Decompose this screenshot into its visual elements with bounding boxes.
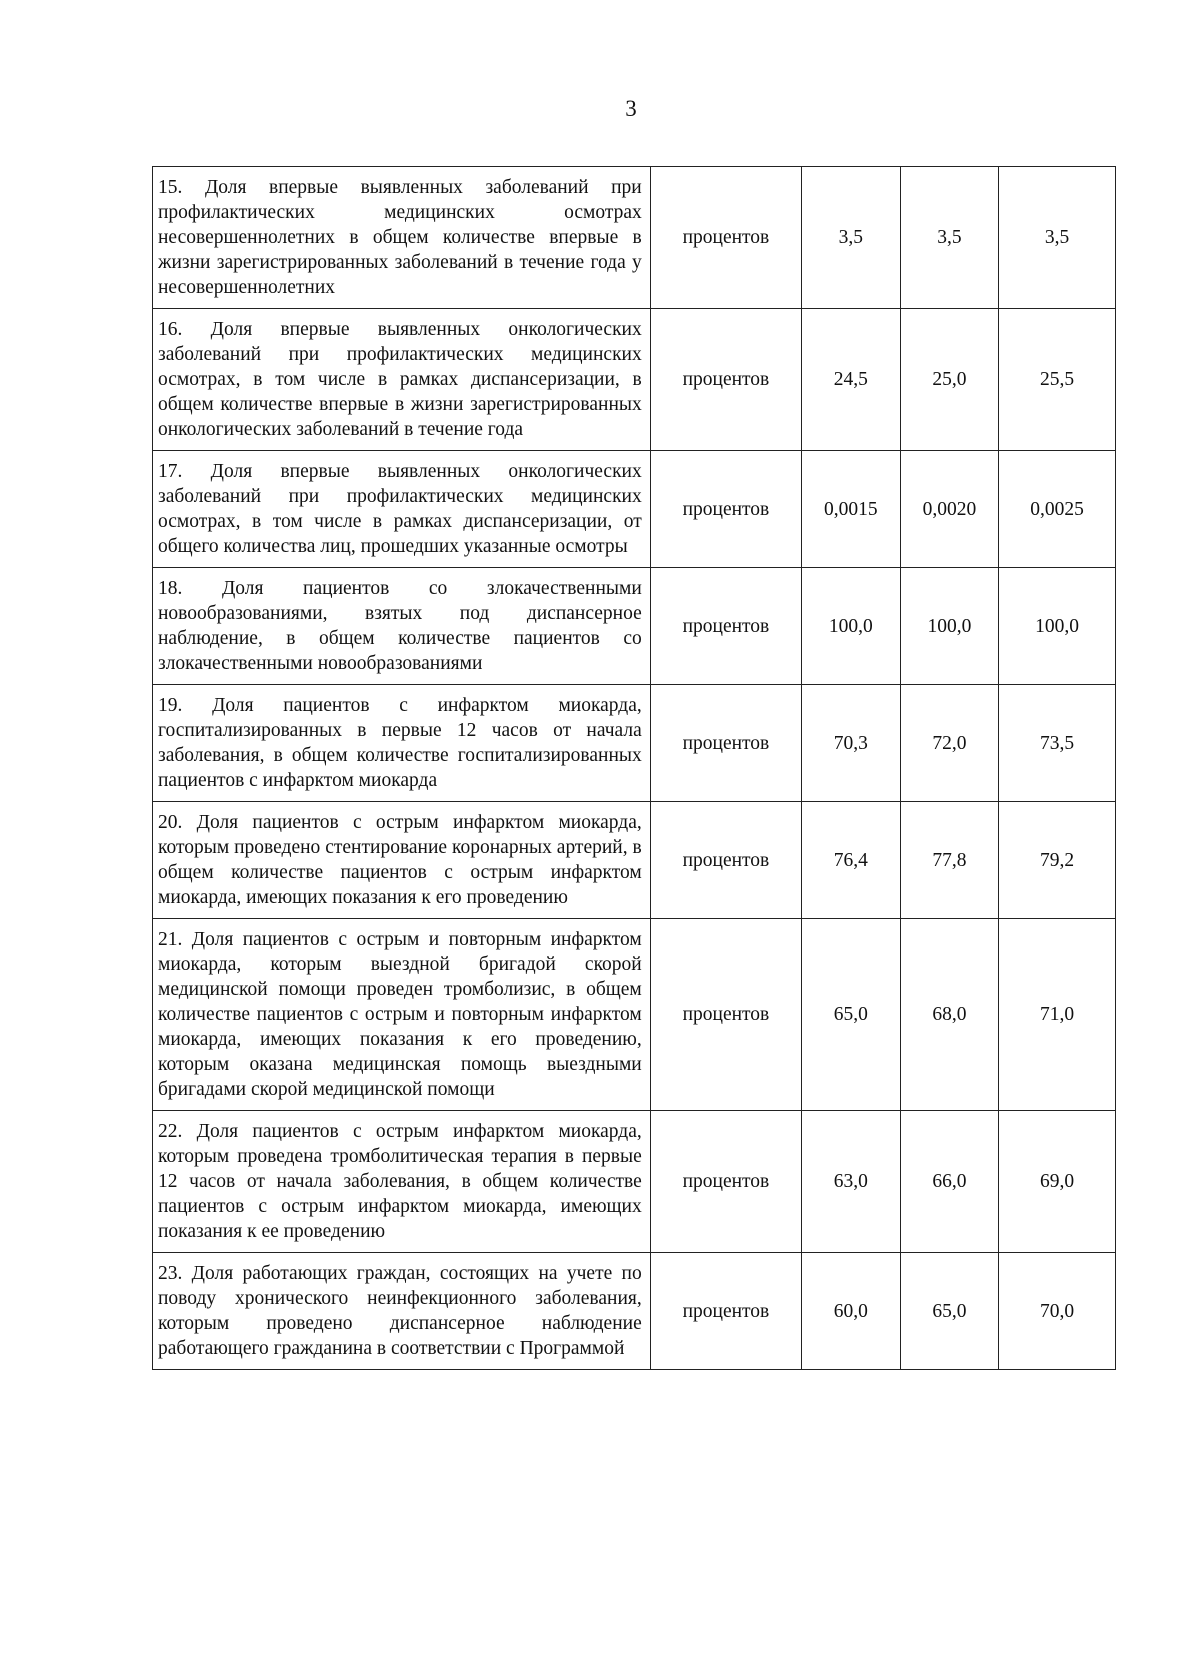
indicator-unit: процентов xyxy=(650,1111,801,1253)
table-row xyxy=(153,1111,1116,1253)
indicator-value-year-1: 63,0 xyxy=(802,1111,901,1253)
table-row xyxy=(153,309,1116,451)
table-row xyxy=(153,919,1116,1111)
indicator-unit: процентов xyxy=(650,451,801,568)
indicator-value-year-2: 25,0 xyxy=(900,309,999,451)
indicator-value-year-2: 68,0 xyxy=(900,919,999,1111)
indicator-value-year-1: 3,5 xyxy=(802,167,901,309)
indicator-unit: процентов xyxy=(650,1253,801,1370)
indicator-value-year-3: 69,0 xyxy=(999,1111,1116,1253)
indicator-description: 19. Доля пациентов с инфарктом миокарда, госпитализированных в первые 12 часов от начала заболевания, в общем количестве госпитализированных пациентов с инфарктом миокарда xyxy=(153,685,651,802)
indicator-value-year-3: 3,5 xyxy=(999,167,1116,309)
indicator-unit: процентов xyxy=(650,167,801,309)
indicator-description: 20. Доля пациентов с острым инфарктом миокарда, которым проведено стентирование коронарных артерий, в общем количестве пациентов с острым инфарктом миокарда, имеющих показания к его проведению xyxy=(153,802,651,919)
indicator-value-year-2: 66,0 xyxy=(900,1111,999,1253)
indicator-value-year-1: 60,0 xyxy=(802,1253,901,1370)
indicator-description: 22. Доля пациентов с острым инфарктом миокарда, которым проведена тромболитическая терапия в первые 12 часов от начала заболевания, в общем количестве пациентов с острым инфарктом миокарда, имеющих показания к ее проведению xyxy=(153,1111,651,1253)
page-number: 3 xyxy=(625,96,637,121)
indicator-value-year-1: 0,0015 xyxy=(802,451,901,568)
indicator-value-year-1: 76,4 xyxy=(802,802,901,919)
indicator-unit: процентов xyxy=(650,685,801,802)
indicator-value-year-1: 65,0 xyxy=(802,919,901,1111)
indicator-value-year-3: 73,5 xyxy=(999,685,1116,802)
indicator-unit: процентов xyxy=(650,309,801,451)
indicator-value-year-3: 71,0 xyxy=(999,919,1116,1111)
indicator-value-year-1: 70,3 xyxy=(802,685,901,802)
indicator-unit: процентов xyxy=(650,568,801,685)
indicator-value-year-1: 24,5 xyxy=(802,309,901,451)
indicator-value-year-2: 100,0 xyxy=(900,568,999,685)
indicator-value-year-3: 25,5 xyxy=(999,309,1116,451)
indicator-value-year-1: 100,0 xyxy=(802,568,901,685)
indicator-value-year-3: 100,0 xyxy=(999,568,1116,685)
indicator-unit: процентов xyxy=(650,919,801,1111)
indicators-table xyxy=(152,166,1116,1370)
indicator-description: 23. Доля работающих граждан, состоящих на учете по поводу хронического неинфекционного заболевания, которым проведено диспансерное наблюдение работающего гражданина в соответствии с Программой xyxy=(153,1253,651,1370)
indicator-value-year-2: 72,0 xyxy=(900,685,999,802)
table-row xyxy=(153,685,1116,802)
table-row xyxy=(153,802,1116,919)
indicator-value-year-3: 79,2 xyxy=(999,802,1116,919)
table-row xyxy=(153,1253,1116,1370)
indicator-description: 16. Доля впервые выявленных онкологических заболеваний при профилактических медицинских осмотрах, в том числе в рамках диспансеризации, в общем количестве впервые в жизни зарегистрированных онкологических заболеваний в течение года xyxy=(153,309,651,451)
table-row xyxy=(153,167,1116,309)
table-row xyxy=(153,451,1116,568)
indicator-value-year-3: 70,0 xyxy=(999,1253,1116,1370)
indicator-value-year-2: 3,5 xyxy=(900,167,999,309)
indicator-description: 18. Доля пациентов со злокачественными новообразованиями, взятых под диспансерное наблюдение, в общем количестве пациентов со злокачественными новообразованиями xyxy=(153,568,651,685)
indicator-description: 21. Доля пациентов с острым и повторным инфарктом миокарда, которым выездной бригадой скорой медицинской помощи проведен тромболизис, в общем количестве пациентов с острым и повторным инфарктом миокарда, имеющих показания к его проведению, которым оказана медицинская помощь выездными бригадами скорой медицинской помощи xyxy=(153,919,651,1111)
indicator-description: 15. Доля впервые выявленных заболеваний при профилактических медицинских осмотрах несовершеннолетних в общем количестве впервые в жизни зарегистрированных заболеваний в течение года у несовершеннолетних xyxy=(153,167,651,309)
indicator-value-year-3: 0,0025 xyxy=(999,451,1116,568)
table-row xyxy=(153,568,1116,685)
indicator-value-year-2: 65,0 xyxy=(900,1253,999,1370)
indicator-value-year-2: 0,0020 xyxy=(900,451,999,568)
indicator-value-year-2: 77,8 xyxy=(900,802,999,919)
indicator-description: 17. Доля впервые выявленных онкологических заболеваний при профилактических медицинских осмотрах, в том числе в рамках диспансеризации, от общего количества лиц, прошедших указанные осмотры xyxy=(153,451,651,568)
indicator-unit: процентов xyxy=(650,802,801,919)
